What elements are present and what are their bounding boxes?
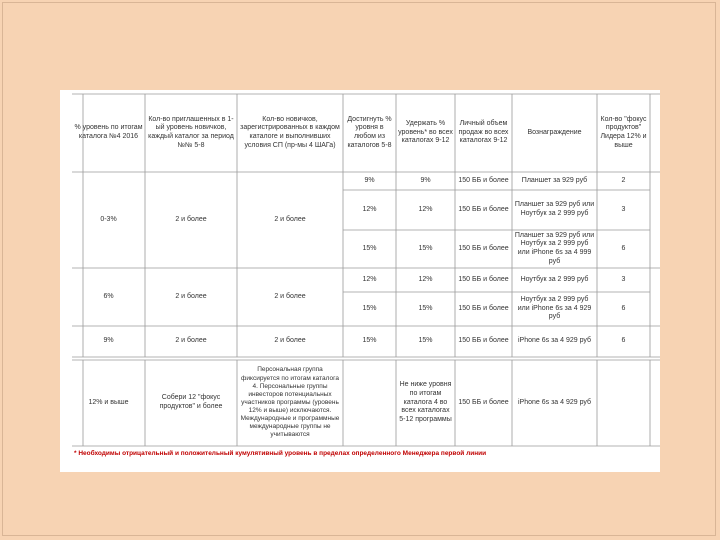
row5-reward: iPhone 6s за 4 929 руб [518, 337, 591, 345]
row1-reach: 12% [362, 205, 377, 213]
header-reward: Вознаграждение [527, 128, 582, 136]
row2-reward: Планшет за 929 руб или Ноутбук за 2 999 руб или iPhone 6s за 4 999 руб [514, 231, 595, 265]
header-level: % уровень по итогам каталога №4 2016 [74, 124, 143, 140]
row3-volume: 150 ББ и более [458, 275, 509, 283]
header-invited: Кол-во приглашенных в 1-ый уровень новичков, каждый каталог за период №№ 5-8 [148, 115, 234, 149]
row1-reward: Планшет за 929 руб или Ноутбук за 2 999 руб [514, 201, 595, 217]
spreadsheet [60, 90, 660, 472]
row1-focus: 3 [621, 205, 626, 213]
group4-invited: Собери 12 "фокус продуктов" и более [159, 394, 223, 410]
row4-hold: 15% [418, 304, 433, 312]
header-reach: Достигнуть % уровня в любом из каталогов 5-8 [347, 115, 392, 149]
group3-level: 9% [103, 337, 114, 345]
group2-registered: 2 и более [274, 292, 306, 300]
header-volume: Личный объем продаж во всех каталогах 9-12 [458, 119, 509, 145]
group1-registered: 2 и более [274, 215, 306, 223]
row1-volume: 150 ББ и более [458, 205, 509, 213]
row2-volume: 150 ББ и более [458, 244, 509, 252]
row0-reach: 9% [364, 176, 375, 184]
row3-focus: 3 [621, 275, 626, 283]
row5-focus: 6 [621, 337, 626, 345]
header-hold: Удержать % уровень* во всех каталогах 9-12 [398, 119, 453, 145]
row0-volume: 150 ББ и более [458, 176, 509, 184]
header-focus: Кол-во "фокус продуктов" Лидера 12% и выше [600, 115, 647, 149]
row4-volume: 150 ББ и более [458, 304, 509, 312]
row3-hold: 12% [418, 275, 433, 283]
group4-hold: Не ниже уровня по итогам каталога 4 во всех каталогах 5-12 программы [399, 381, 452, 424]
row0-hold: 9% [420, 176, 431, 184]
row3-reward: Ноутбук за 2 999 руб [520, 275, 589, 283]
header-registered: Кол-во новичков, зарегистрированных в каждом каталоге и выполнивших условия СП (пр-мы 4 ШАГа) [240, 115, 340, 149]
row5-volume: 150 ББ и более [458, 337, 509, 345]
group4-level: 12% и выше [88, 398, 129, 406]
row2-reach: 15% [362, 244, 377, 252]
row4-focus: 6 [621, 304, 626, 312]
footnote: * Необходимы отрицательный и положительный кумулятивный уровень в пределах определенного Менеджера первой линии [74, 450, 487, 457]
row5-reach: 15% [362, 337, 377, 345]
group2-invited: 2 и более [175, 292, 207, 300]
group4-registered: Персональная группа фиксируется по итогам каталога 4. Персональные группы инвесторов потенциальных участников программы (уровень 12% и выше) исключаются. Международные и программные международные группы не учитываются [240, 366, 340, 439]
group3-invited: 2 и более [175, 337, 207, 345]
group2-level: 6% [103, 292, 114, 300]
row3-reach: 12% [362, 275, 377, 283]
row2-focus: 6 [621, 244, 626, 252]
group3-registered: 2 и более [274, 337, 306, 345]
row2-hold: 15% [418, 244, 433, 252]
group1-level: 0-3% [100, 215, 117, 223]
group4-reward: iPhone 6s за 4 929 руб [518, 398, 591, 406]
row0-reward: Планшет за 929 руб [521, 176, 588, 184]
row4-reach: 15% [362, 304, 377, 312]
row5-hold: 15% [418, 337, 433, 345]
group4-volume: 150 ББ и более [458, 398, 509, 406]
group1-invited: 2 и более [175, 215, 207, 223]
row1-hold: 12% [418, 205, 433, 213]
row4-reward: Ноутбук за 2 999 руб или iPhone 6s за 4 929 руб [517, 295, 592, 321]
row0-focus: 2 [621, 176, 626, 184]
